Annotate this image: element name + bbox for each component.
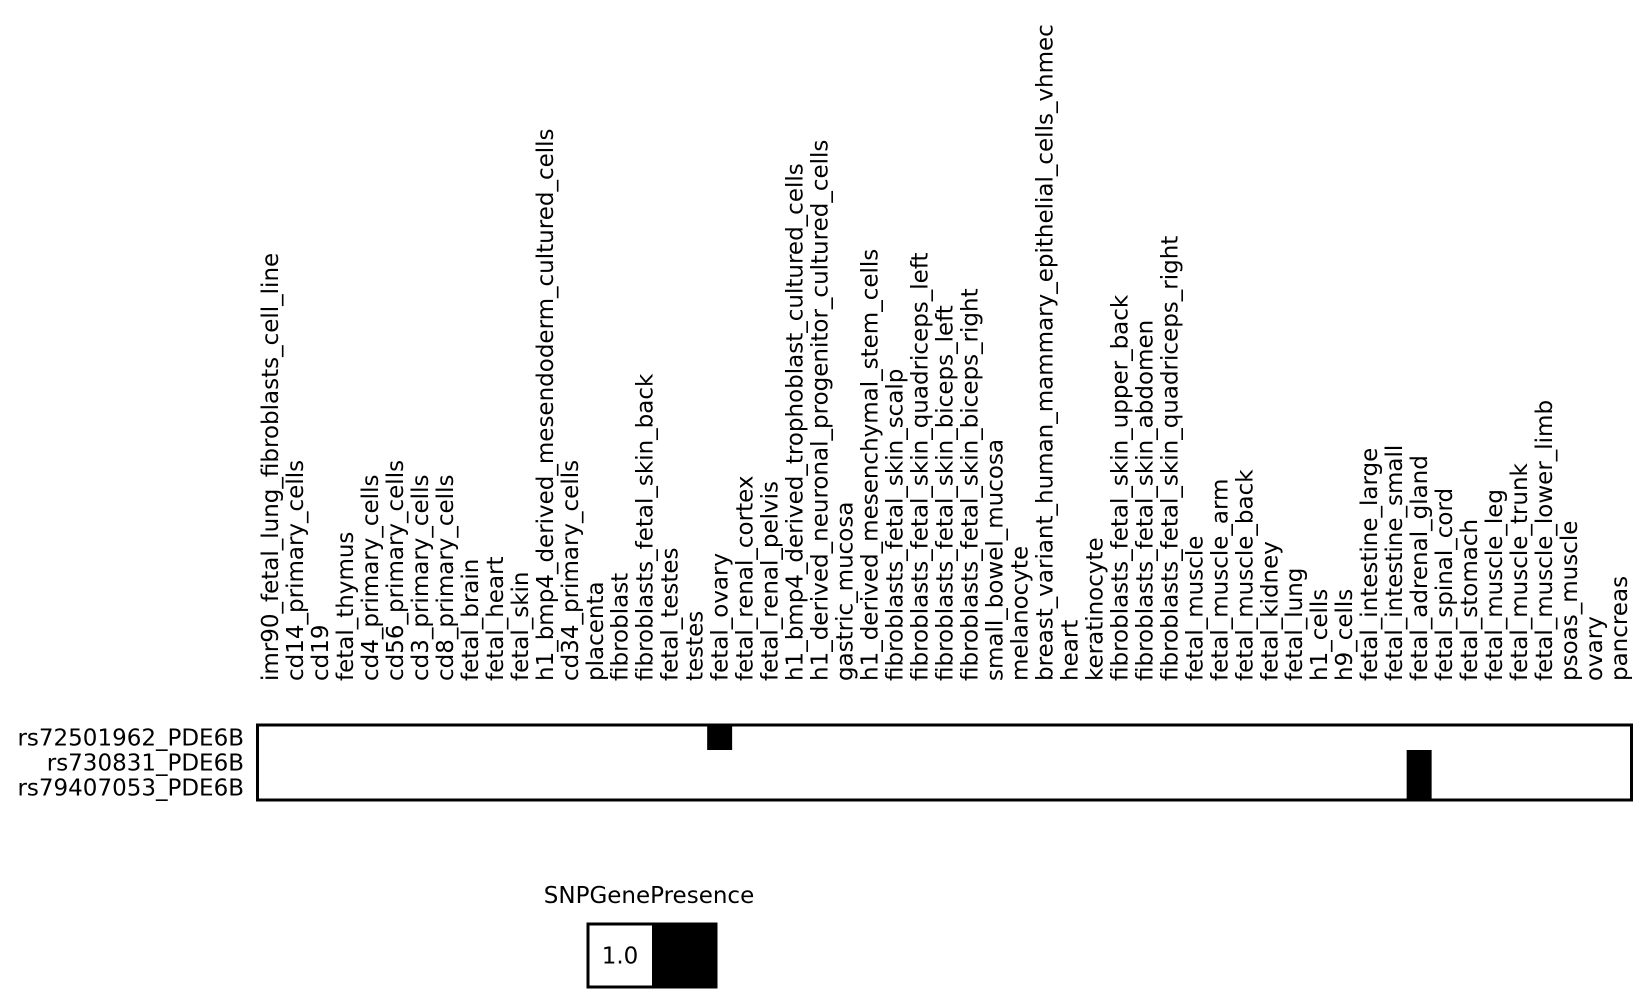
heatmap-cell: [407, 750, 432, 775]
heatmap-cell: [457, 775, 482, 800]
heatmap-cell: [857, 725, 882, 750]
column-label: fetal_intestine_small: [1382, 444, 1409, 681]
heatmap-cell: [1382, 775, 1407, 800]
column-label: fetal_muscle_lower_limb: [1532, 399, 1559, 681]
heatmap-cell: [1257, 725, 1282, 750]
heatmap-cell: [258, 775, 283, 800]
heatmap-cell: [707, 725, 732, 750]
heatmap-cell: [357, 725, 382, 750]
heatmap-cell: [1557, 750, 1582, 775]
heatmap-cell: [282, 725, 307, 750]
heatmap-cell: [1482, 725, 1507, 750]
column-label: breast_variant_human_mammary_epithelial_cells_vhmec: [1032, 24, 1059, 681]
heatmap-cell: [707, 750, 732, 775]
heatmap-cell: [1207, 750, 1232, 775]
heatmap-cell: [1457, 750, 1482, 775]
heatmap-cell: [432, 750, 457, 775]
heatmap-cell: [1132, 750, 1157, 775]
heatmap-cell: [707, 775, 732, 800]
row-label: rs730831_PDE6B: [46, 750, 244, 777]
column-label: fetal_spinal_cord: [1432, 487, 1459, 681]
heatmap-cell: [1182, 750, 1207, 775]
column-label: h1_cells: [1307, 588, 1334, 681]
column-label: fetal_muscle_trunk: [1507, 463, 1534, 681]
legend-label: 1.0: [601, 943, 639, 970]
column-label: cd8_primary_cells: [432, 474, 459, 681]
heatmap-cell: [1282, 725, 1307, 750]
heatmap-cell: [1457, 775, 1482, 800]
heatmap-cell: [932, 775, 957, 800]
heatmap-cell: [1582, 725, 1607, 750]
heatmap-cell: [607, 775, 632, 800]
heatmap-cell: [1582, 750, 1607, 775]
heatmap-cell: [857, 750, 882, 775]
heatmap-cell: [1332, 775, 1357, 800]
heatmap-cell: [657, 725, 682, 750]
heatmap-cell: [1382, 725, 1407, 750]
heatmap-cell: [1157, 775, 1182, 800]
heatmap-cell: [982, 750, 1007, 775]
heatmap-cell: [432, 725, 457, 750]
heatmap-cell: [932, 750, 957, 775]
heatmap-cell: [1107, 775, 1132, 800]
column-label: placenta: [582, 581, 609, 681]
heatmap-cell: [957, 775, 982, 800]
heatmap-cell: [1332, 750, 1357, 775]
heatmap-cell: [532, 725, 557, 750]
heatmap-cell: [1507, 775, 1532, 800]
heatmap-cell: [682, 775, 707, 800]
heatmap-cell: [1207, 725, 1232, 750]
heatmap-cell: [1032, 775, 1057, 800]
heatmap-cell: [357, 775, 382, 800]
heatmap-cell: [1307, 725, 1332, 750]
heatmap-cell: [282, 775, 307, 800]
column-label: fetal_muscle_leg: [1482, 488, 1509, 681]
column-label: heart: [1057, 619, 1084, 681]
column-label: fetal_lung: [1282, 567, 1309, 681]
column-label: fibroblasts_fetal_skin_biceps_left: [932, 305, 959, 681]
heatmap-cell: [482, 775, 507, 800]
heatmap-cell: [1182, 725, 1207, 750]
heatmap-cell: [582, 750, 607, 775]
heatmap-cell: [832, 750, 857, 775]
column-label: fetal_brain: [457, 558, 484, 681]
heatmap-cell: [532, 775, 557, 800]
heatmap-cell: [932, 725, 957, 750]
heatmap-cell: [732, 725, 757, 750]
heatmap-cell: [957, 725, 982, 750]
column-label: fetal_muscle: [1182, 535, 1209, 681]
heatmap-cell: [1132, 725, 1157, 750]
heatmap-cell: [907, 750, 932, 775]
heatmap-cell: [782, 725, 807, 750]
heatmap-cell: [857, 775, 882, 800]
heatmap-cell: [1607, 750, 1632, 775]
heatmap-cell: [1532, 725, 1557, 750]
heatmap-cell: [1257, 775, 1282, 800]
heatmap-cell: [1057, 775, 1082, 800]
heatmap-cell: [482, 750, 507, 775]
heatmap-cell: [1007, 775, 1032, 800]
heatmap-cell: [1607, 775, 1632, 800]
heatmap-cell: [607, 725, 632, 750]
heatmap-cell: [1532, 750, 1557, 775]
heatmap-cell: [807, 725, 832, 750]
heatmap-cell: [332, 750, 357, 775]
heatmap-cell: [1382, 750, 1407, 775]
heatmap-cell: [807, 775, 832, 800]
heatmap-cell: [1432, 725, 1457, 750]
heatmap-cell: [1232, 775, 1257, 800]
heatmap-cell: [1082, 725, 1107, 750]
column-label: pancreas: [1607, 575, 1634, 681]
heatmap-cell: [1557, 775, 1582, 800]
heatmap-cell: [1507, 725, 1532, 750]
heatmap-cell: [782, 775, 807, 800]
heatmap-cell: [382, 725, 407, 750]
row-label: rs72501962_PDE6B: [17, 725, 244, 752]
heatmap-cell: [1332, 725, 1357, 750]
heatmap-cell: [907, 775, 932, 800]
heatmap-cell: [807, 750, 832, 775]
column-label: imr90_fetal_lung_fibroblasts_cell_line: [257, 252, 284, 681]
heatmap-cell: [557, 775, 582, 800]
column-label: cd56_primary_cells: [382, 459, 409, 681]
column-label: fibroblasts_fetal_skin_scalp: [882, 368, 909, 681]
column-label: cd3_primary_cells: [407, 474, 434, 681]
heatmap-cell: [1207, 775, 1232, 800]
column-label: small_bowel_mucosa: [982, 438, 1009, 681]
heatmap-cell: [657, 775, 682, 800]
column-label: fibroblasts_fetal_skin_quadriceps_right: [1157, 235, 1184, 681]
column-label: h1_derived_neuronal_progenitor_cultured_cells: [807, 139, 834, 681]
heatmap-cell: [407, 775, 432, 800]
column-label: cd14_primary_cells: [282, 459, 309, 681]
column-label: melanocyte: [1007, 545, 1034, 681]
column-label: fibroblasts_fetal_skin_upper_back: [1107, 294, 1134, 681]
column-label: h1_bmp4_derived_mesendoderm_cultured_cells: [532, 128, 559, 681]
column-label: fibroblasts_fetal_skin_back: [632, 373, 659, 681]
heatmap-cell: [982, 725, 1007, 750]
column-label: ovary: [1582, 616, 1609, 681]
heatmap-cell: [1032, 750, 1057, 775]
heatmap-cell: [332, 725, 357, 750]
column-label: fetal_muscle_arm: [1207, 478, 1234, 681]
heatmap-cell: [1182, 775, 1207, 800]
column-label: cd34_primary_cells: [557, 459, 584, 681]
heatmap-cell: [1432, 775, 1457, 800]
column-label: fetal_adrenal_gland: [1407, 455, 1434, 681]
heatmap-cell: [258, 725, 283, 750]
column-label: fetal_testes: [657, 547, 684, 681]
heatmap-cell: [682, 750, 707, 775]
heatmap-cell: [732, 750, 757, 775]
heatmap-cell: [1407, 775, 1432, 800]
heatmap-cell: [882, 750, 907, 775]
column-label: fibroblasts_fetal_skin_abdomen: [1132, 319, 1159, 681]
heatmap-cell: [632, 725, 657, 750]
column-label: keratinocyte: [1082, 537, 1109, 681]
legend-items: [588, 924, 716, 987]
heatmap-cell: [307, 725, 332, 750]
heatmap-cell: [757, 775, 782, 800]
heatmap-cell: [782, 750, 807, 775]
heatmap-cell: [882, 725, 907, 750]
column-labels: [258, 24, 1633, 681]
heatmap-cell: [832, 725, 857, 750]
heatmap-cell: [1307, 775, 1332, 800]
heatmap-cell: [382, 775, 407, 800]
heatmap-cell: [482, 725, 507, 750]
heatmap-cell: [957, 750, 982, 775]
heatmap-cell: [1007, 725, 1032, 750]
heatmap-cell: [407, 725, 432, 750]
heatmap-cell: [907, 725, 932, 750]
column-label: fetal_kidney: [1257, 541, 1284, 681]
legend-title: SNPGenePresence: [543, 883, 755, 909]
heatmap-cell: [282, 750, 307, 775]
heatmap-cell: [382, 750, 407, 775]
heatmap-cell: [557, 725, 582, 750]
heatmap-cell: [432, 775, 457, 800]
heatmap-cell: [1057, 725, 1082, 750]
heatmap-cell: [1282, 750, 1307, 775]
heatmap-cell: [1307, 750, 1332, 775]
heatmap-cell: [1032, 725, 1057, 750]
heatmap-cell: [682, 725, 707, 750]
heatmap-cell: [1082, 750, 1107, 775]
heatmap-cell: [1532, 775, 1557, 800]
heatmap-cell: [657, 750, 682, 775]
column-label: fibroblast: [607, 572, 634, 681]
column-label: fetal_intestine_large: [1357, 447, 1384, 681]
heatmap-cell: [1157, 725, 1182, 750]
legend: [544, 883, 754, 987]
heatmap-cell: [582, 775, 607, 800]
row-labels: [17, 726, 244, 802]
heatmap-cell: [1082, 775, 1107, 800]
heatmap-cell: [757, 750, 782, 775]
column-label: cd4_primary_cells: [357, 474, 384, 681]
heatmap-cell: [1107, 725, 1132, 750]
heatmap-cell: [582, 725, 607, 750]
legend-label: 2.0: [665, 943, 703, 970]
heatmap-cell: [307, 775, 332, 800]
heatmap-cell: [1507, 750, 1532, 775]
column-label: h1_bmp4_derived_trophoblast_cultured_cells: [782, 163, 809, 681]
heatmap-cell: [732, 775, 757, 800]
column-label: testes: [682, 610, 709, 681]
heatmap-cell: [1232, 725, 1257, 750]
column-label: fetal_heart: [482, 556, 509, 681]
heatmap-cell: [332, 775, 357, 800]
heatmap-cell: [1457, 725, 1482, 750]
column-label: fibroblasts_fetal_skin_biceps_right: [957, 288, 984, 681]
heatmap-cell: [882, 775, 907, 800]
heatmap-cell: [258, 750, 283, 775]
heatmap-cell: [357, 750, 382, 775]
heatmap-cell: [457, 750, 482, 775]
heatmap-cell: [1132, 775, 1157, 800]
heatmap-cell: [1432, 750, 1457, 775]
heatmap-cell: [1107, 750, 1132, 775]
column-label: fetal_thymus: [332, 531, 359, 681]
heatmap-cell: [1407, 750, 1432, 775]
heatmap-cell: [1007, 750, 1032, 775]
heatmap-cell: [557, 750, 582, 775]
heatmap-cell: [1357, 750, 1382, 775]
row-label: rs79407053_PDE6B: [17, 775, 244, 802]
heatmap-cell: [1257, 750, 1282, 775]
heatmap-cell: [1157, 750, 1182, 775]
column-label: fetal_stomach: [1457, 518, 1484, 681]
heatmap-cell: [1407, 725, 1432, 750]
column-label: fetal_ovary: [707, 552, 734, 681]
column-label: gastric_mucosa: [832, 501, 859, 681]
heatmap-cell: [507, 725, 532, 750]
heatmap-cells: [258, 725, 1632, 800]
heatmap-cell: [757, 725, 782, 750]
heatmap-cell: [532, 750, 557, 775]
heatmap-cell: [507, 750, 532, 775]
column-label: fetal_renal_pelvis: [757, 480, 784, 681]
heatmap-cell: [832, 775, 857, 800]
heatmap-cell: [632, 775, 657, 800]
heatmap-cell: [982, 775, 1007, 800]
column-label: cd19: [307, 624, 334, 681]
heatmap-cell: [1057, 750, 1082, 775]
column-label: fetal_muscle_back: [1232, 469, 1259, 681]
heatmap-cell: [1582, 775, 1607, 800]
heatmap-cell: [507, 775, 532, 800]
heatmap-cell: [1607, 725, 1632, 750]
heatmap-cell: [1232, 750, 1257, 775]
column-label: h9_cells: [1332, 588, 1359, 681]
heatmap-cell: [1282, 775, 1307, 800]
column-label: fetal_skin: [507, 571, 534, 681]
heatmap-cell: [457, 725, 482, 750]
heatmap-cell: [607, 750, 632, 775]
column-label: fetal_renal_cortex: [732, 475, 759, 681]
column-label: h1_derived_mesenchymal_stem_cells: [857, 248, 884, 681]
column-label: fibroblasts_fetal_skin_quadriceps_left: [907, 252, 934, 681]
heatmap-cell: [1482, 775, 1507, 800]
heatmap-cell: [1357, 725, 1382, 750]
heatmap-cell: [307, 750, 332, 775]
heatmap-cell: [1357, 775, 1382, 800]
heatmap-cell: [1557, 725, 1582, 750]
column-label: psoas_muscle: [1557, 520, 1584, 681]
heatmap-cell: [632, 750, 657, 775]
heatmap-cell: [1482, 750, 1507, 775]
